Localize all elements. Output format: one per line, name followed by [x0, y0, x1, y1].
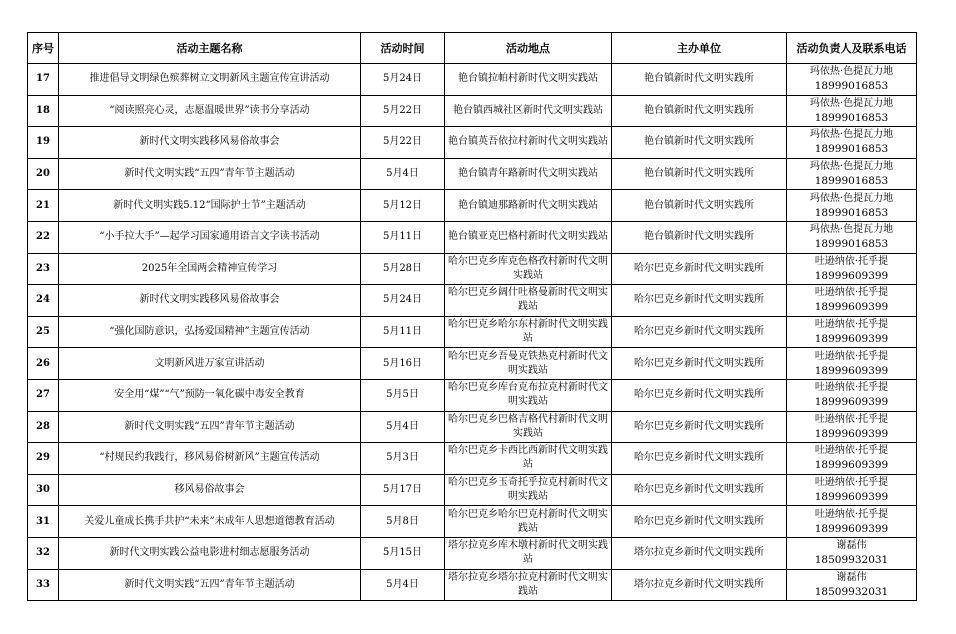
serial-cell: 32 — [28, 537, 59, 569]
organizer-cell: 艳台镇新时代文明实践所 — [612, 95, 787, 127]
time-cell: 5月24日 — [361, 64, 445, 96]
organizer-cell: 哈尔巴克乡新时代文明实践所 — [612, 379, 787, 411]
theme-cell: 2025年全国两会精神宣传学习 — [59, 253, 361, 285]
theme-cell: 文明新风进万家宣讲活动 — [59, 348, 361, 380]
theme-cell: “小手拉大手”—起学习国家通用语言文字读书活动 — [59, 221, 361, 253]
location-cell: 艳台镇英吾依拉村新时代文明实践站 — [445, 127, 612, 159]
serial-cell: 33 — [28, 569, 59, 601]
contact-phone: 18999016853 — [814, 175, 889, 188]
contact-cell — [787, 379, 917, 411]
table-body — [28, 64, 917, 601]
serial-cell: 25 — [28, 316, 59, 348]
table-row — [28, 190, 917, 222]
organizer-cell: 哈尔巴克乡新时代文明实践所 — [612, 506, 787, 538]
header-row — [28, 33, 917, 64]
header-time: 活动时间 — [361, 33, 445, 64]
contact-phone: 18999016853 — [814, 80, 889, 93]
organizer-cell: 塔尔拉克乡新时代文明实践所 — [612, 537, 787, 569]
contact-phone: 18509932031 — [814, 554, 889, 567]
serial-cell: 18 — [28, 95, 59, 127]
contact-cell — [787, 569, 917, 601]
time-cell: 5月12日 — [361, 190, 445, 222]
contact-person: 玛依热·色提瓦力地 — [809, 66, 894, 78]
contact-phone: 18999016853 — [814, 238, 889, 251]
contact-cell — [787, 348, 917, 380]
theme-cell: 新时代文明实践“五四”青年节主题活动 — [59, 158, 361, 190]
contact-person: 吐逊纳依·托乎提 — [814, 255, 889, 267]
theme-cell: 推进倡导文明绿色殡葬树立文明新风主题宣传宣讲活动 — [59, 64, 361, 96]
theme-cell: 新时代文明实践“五四”青年节主题活动 — [59, 569, 361, 601]
contact-person: 玛依热·色提瓦力地 — [809, 97, 894, 109]
time-cell: 5月24日 — [361, 285, 445, 317]
contact-person: 吐逊纳依·托乎提 — [814, 382, 889, 394]
location-cell: 塔尔拉克乡库木墩村新时代文明实践站 — [445, 537, 612, 569]
contact-person: 吐逊纳依·托乎提 — [814, 477, 889, 489]
time-cell: 5月22日 — [361, 95, 445, 127]
time-cell: 5月8日 — [361, 506, 445, 538]
organizer-cell: 哈尔巴克乡新时代文明实践所 — [612, 474, 787, 506]
table-row — [28, 537, 917, 569]
contact-cell — [787, 537, 917, 569]
location-cell: 哈尔巴克乡玉奇托乎拉克村新时代文明实践站 — [445, 474, 612, 506]
theme-cell: “村规民约我践行，移风易俗树新风”主题宣传活动 — [59, 443, 361, 475]
contact-person: 吐逊纳依·托乎提 — [814, 508, 889, 520]
table-row — [28, 379, 917, 411]
location-cell: 哈尔巴克乡库克色格孜村新时代文明实践站 — [445, 253, 612, 285]
serial-cell: 26 — [28, 348, 59, 380]
location-cell: 哈尔巴克乡阔什吐格曼新时代文明实践站 — [445, 285, 612, 317]
serial-cell: 19 — [28, 127, 59, 159]
theme-cell: 新时代文明实践5.12“国际护士节”主题活动 — [59, 190, 361, 222]
organizer-cell: 哈尔巴克乡新时代文明实践所 — [612, 253, 787, 285]
organizer-cell: 塔尔拉克乡新时代文明实践所 — [612, 569, 787, 601]
time-cell: 5月11日 — [361, 221, 445, 253]
contact-cell — [787, 285, 917, 317]
organizer-cell: 哈尔巴克乡新时代文明实践所 — [612, 348, 787, 380]
contact-phone: 18999609399 — [814, 301, 889, 314]
contact-cell — [787, 411, 917, 443]
table-row — [28, 64, 917, 96]
table-row — [28, 127, 917, 159]
contact-phone: 18999609399 — [814, 491, 889, 504]
location-cell: 艳台镇拉帕村新时代文明实践站 — [445, 64, 612, 96]
serial-cell: 27 — [28, 379, 59, 411]
contact-cell — [787, 316, 917, 348]
activity-table — [27, 32, 917, 601]
serial-cell: 22 — [28, 221, 59, 253]
location-cell: 塔尔拉克乡塔尔拉克村新时代文明实践站 — [445, 569, 612, 601]
table-row — [28, 348, 917, 380]
contact-phone: 18999016853 — [814, 111, 889, 124]
table-row — [28, 506, 917, 538]
contact-person: 吐逊纳依·托乎提 — [814, 413, 889, 425]
header-location: 活动地点 — [445, 33, 612, 64]
time-cell: 5月15日 — [361, 537, 445, 569]
organizer-cell: 艳台镇新时代文明实践所 — [612, 221, 787, 253]
contact-phone: 18999609399 — [814, 459, 889, 472]
table-row — [28, 443, 917, 475]
serial-cell: 17 — [28, 64, 59, 96]
serial-cell: 29 — [28, 443, 59, 475]
table-row — [28, 158, 917, 190]
contact-cell — [787, 127, 917, 159]
contact-person: 玛依热·色提瓦力地 — [809, 129, 894, 141]
contact-cell — [787, 474, 917, 506]
time-cell: 5月11日 — [361, 316, 445, 348]
organizer-cell: 艳台镇新时代文明实践所 — [612, 190, 787, 222]
contact-phone: 18999016853 — [814, 206, 889, 219]
table-row — [28, 253, 917, 285]
contact-phone: 18999609399 — [814, 396, 889, 409]
contact-phone: 18999609399 — [814, 269, 889, 282]
contact-person: 谢磊伟 — [836, 571, 867, 583]
organizer-cell: 哈尔巴克乡新时代文明实践所 — [612, 285, 787, 317]
contact-phone: 18509932031 — [814, 585, 889, 598]
serial-cell: 28 — [28, 411, 59, 443]
theme-cell: 新时代文明实践移风易俗故事会 — [59, 127, 361, 159]
theme-cell: 新时代文明实践“五四”青年节主题活动 — [59, 411, 361, 443]
theme-cell: “强化国防意识，弘扬爱国精神”主题宣传活动 — [59, 316, 361, 348]
time-cell: 5月22日 — [361, 127, 445, 159]
theme-cell: 关爱儿童成长携手共护“未来”未成年人思想道德教育活动 — [59, 506, 361, 538]
location-cell: 哈尔巴克乡卡西比西新时代文明实践站 — [445, 443, 612, 475]
theme-cell: 新时代文明实践移风易俗故事会 — [59, 285, 361, 317]
serial-cell: 31 — [28, 506, 59, 538]
contact-person: 吐逊纳依·托乎提 — [814, 350, 889, 362]
time-cell: 5月4日 — [361, 411, 445, 443]
serial-cell: 21 — [28, 190, 59, 222]
time-cell: 5月3日 — [361, 443, 445, 475]
theme-cell: 安全用“煤”“气”预防一氧化碳中毒安全教育 — [59, 379, 361, 411]
time-cell: 5月17日 — [361, 474, 445, 506]
serial-cell: 30 — [28, 474, 59, 506]
contact-cell — [787, 64, 917, 96]
time-cell: 5月28日 — [361, 253, 445, 285]
time-cell: 5月4日 — [361, 158, 445, 190]
header-serial: 序号 — [28, 33, 59, 64]
organizer-cell: 哈尔巴克乡新时代文明实践所 — [612, 316, 787, 348]
contact-cell — [787, 158, 917, 190]
header-theme: 活动主题名称 — [59, 33, 361, 64]
location-cell: 哈尔巴克乡巴格吉格代村新时代文明实践站 — [445, 411, 612, 443]
table-row — [28, 411, 917, 443]
header-organizer: 主办单位 — [612, 33, 787, 64]
serial-cell: 23 — [28, 253, 59, 285]
theme-cell: “阅读照亮心灵，志愿温暖世界”读书分享活动 — [59, 95, 361, 127]
serial-cell: 20 — [28, 158, 59, 190]
organizer-cell: 艳台镇新时代文明实践所 — [612, 158, 787, 190]
time-cell: 5月16日 — [361, 348, 445, 380]
contact-cell — [787, 190, 917, 222]
table-row — [28, 569, 917, 601]
serial-cell: 24 — [28, 285, 59, 317]
contact-person: 玛依热·色提瓦力地 — [809, 192, 894, 204]
location-cell: 艳台镇西城社区新时代文明实践站 — [445, 95, 612, 127]
time-cell: 5月5日 — [361, 379, 445, 411]
table-row — [28, 474, 917, 506]
contact-phone: 18999609399 — [814, 364, 889, 377]
organizer-cell: 哈尔巴克乡新时代文明实践所 — [612, 411, 787, 443]
location-cell: 艳台镇青年路新时代文明实践站 — [445, 158, 612, 190]
contact-phone: 18999609399 — [814, 427, 889, 440]
table-row — [28, 221, 917, 253]
organizer-cell: 艳台镇新时代文明实践所 — [612, 64, 787, 96]
contact-cell — [787, 221, 917, 253]
contact-person: 吐逊纳依·托乎提 — [814, 287, 889, 299]
table-row — [28, 285, 917, 317]
location-cell: 哈尔巴克乡哈尔巴克村新时代文明实践站 — [445, 506, 612, 538]
location-cell: 哈尔巴克乡哈尔东村新时代文明实践站 — [445, 316, 612, 348]
contact-person: 吐逊纳依·托乎提 — [814, 445, 889, 457]
location-cell: 哈尔巴克乡吾曼克铁热克村新时代文明实践站 — [445, 348, 612, 380]
table-row — [28, 95, 917, 127]
time-cell: 5月4日 — [361, 569, 445, 601]
contact-person: 玛依热·色提瓦力地 — [809, 224, 894, 236]
organizer-cell: 艳台镇新时代文明实践所 — [612, 127, 787, 159]
location-cell: 艳台镇迪那路新时代文明实践站 — [445, 190, 612, 222]
table-row — [28, 316, 917, 348]
contact-cell — [787, 253, 917, 285]
theme-cell: 新时代文明实践公益电影进村细志愿服务活动 — [59, 537, 361, 569]
contact-phone: 18999609399 — [814, 522, 889, 535]
contact-cell — [787, 506, 917, 538]
theme-cell: 移风易俗故事会 — [59, 474, 361, 506]
header-contact: 活动负责人及联系电话 — [787, 33, 917, 64]
organizer-cell: 哈尔巴克乡新时代文明实践所 — [612, 443, 787, 475]
location-cell: 哈尔巴克乡库台克布拉克村新时代文明实践站 — [445, 379, 612, 411]
contact-cell — [787, 95, 917, 127]
contact-person: 吐逊纳依·托乎提 — [814, 319, 889, 331]
location-cell: 艳台镇亚克巴格村新时代文明实践站 — [445, 221, 612, 253]
contact-person: 谢磊伟 — [836, 540, 867, 552]
contact-phone: 18999016853 — [814, 143, 889, 156]
contact-cell — [787, 443, 917, 475]
contact-phone: 18999609399 — [814, 333, 889, 346]
contact-person: 玛依热·色提瓦力地 — [809, 161, 894, 173]
